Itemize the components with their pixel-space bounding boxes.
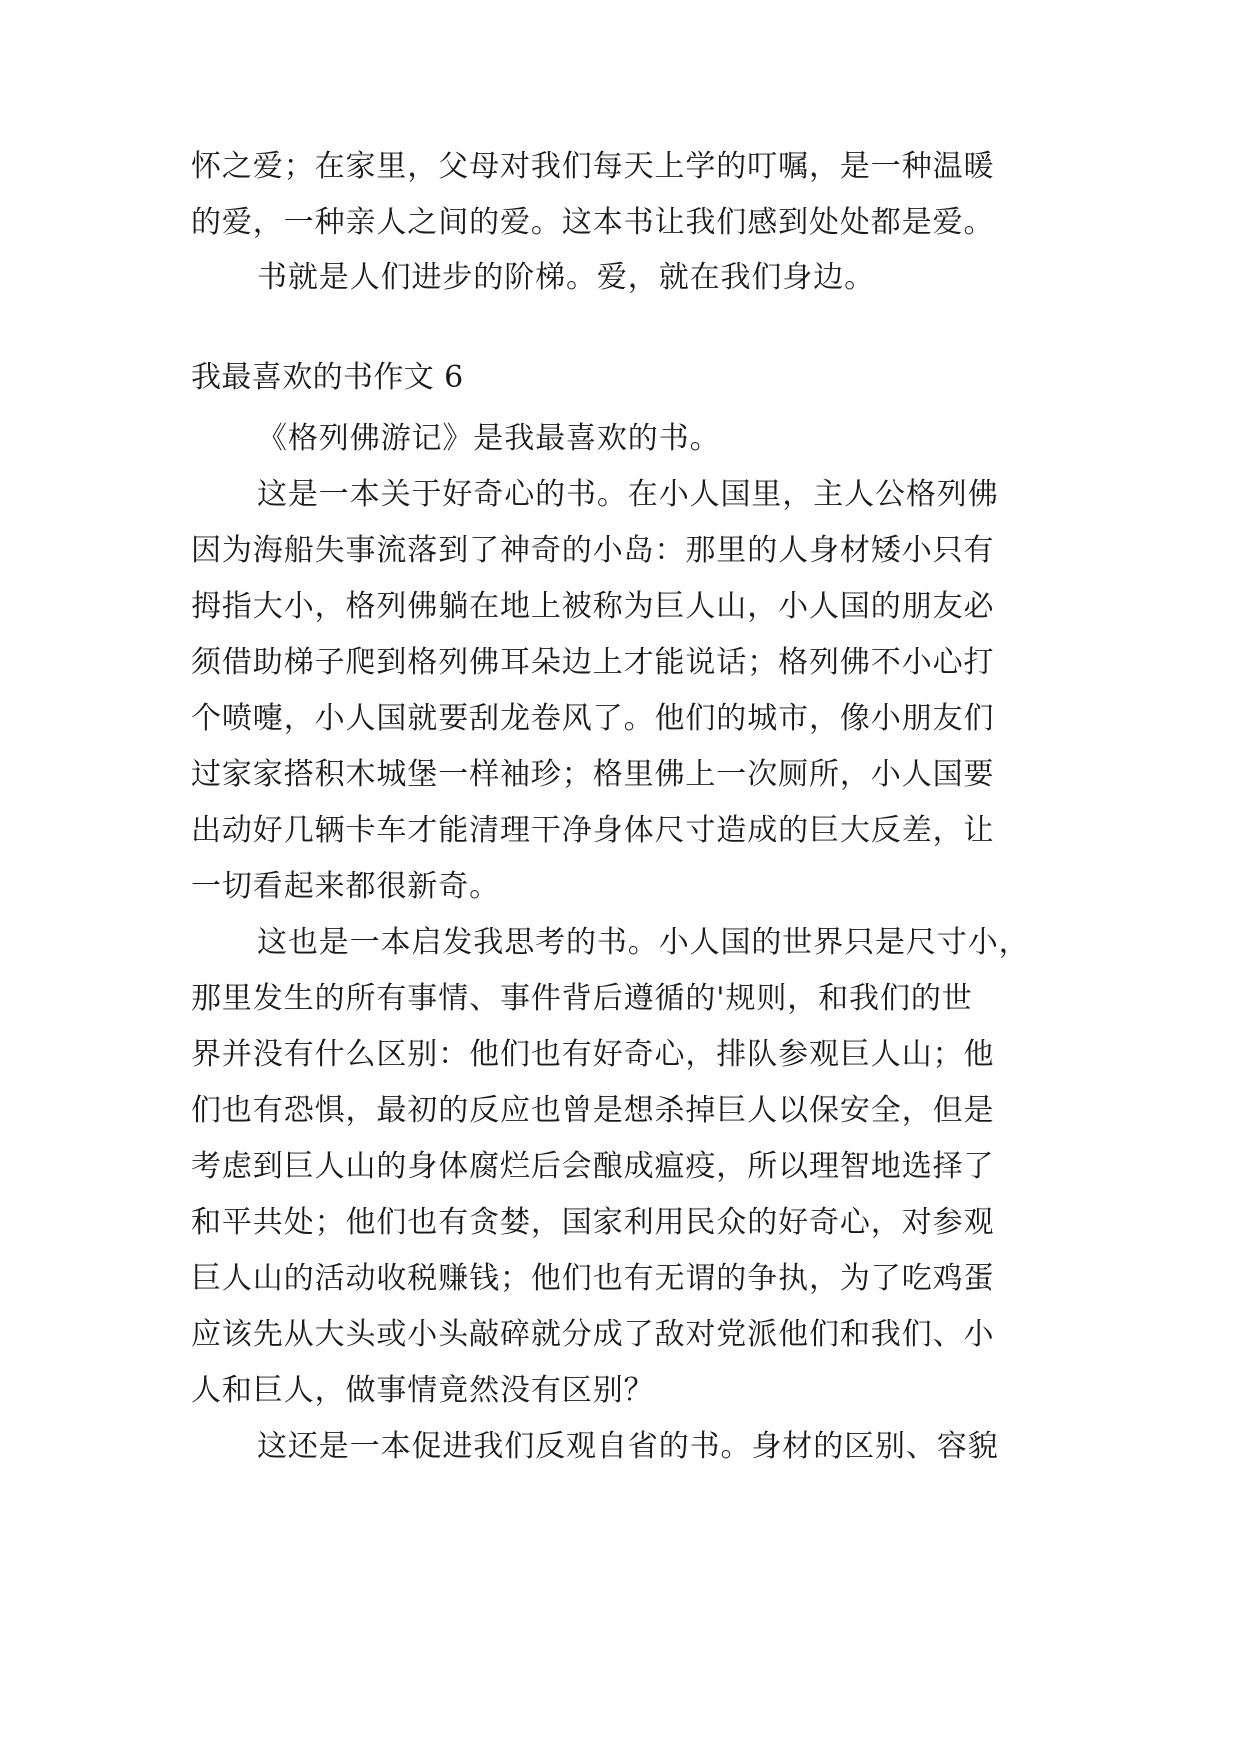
text-line: 须借助梯子爬到格列佛耳朵边上才能说话；格列佛不小心打 xyxy=(191,645,995,680)
text-line: 巨人山的活动收税赚钱；他们也有无谓的争执，为了吃鸡蛋 xyxy=(191,1261,995,1296)
text-line: 们也有恐惧，最初的反应也曾是想杀掉巨人以保安全，但是 xyxy=(191,1093,995,1128)
text-line: 那里发生的所有事情、事件背后遵循的'规则，和我们的世 xyxy=(191,981,973,1016)
text-line: 和平共处；他们也有贪婪，国家利用民众的好奇心，对参观 xyxy=(191,1205,995,1240)
text-line: 过家家搭积木城堡一样袖珍；格里佛上一次厕所，小人国要 xyxy=(191,757,995,792)
text-line: 界并没有什么区别：他们也有好奇心，排队参观巨人山；他 xyxy=(191,1037,995,1072)
text-line: 的爱，一种亲人之间的爱。这本书让我们感到处处都是爱。 xyxy=(191,205,995,240)
section-title: 我最喜欢的书作文 6 xyxy=(191,360,464,395)
text-line: 出动好几辆卡车才能清理干净身体尺寸造成的巨大反差，让 xyxy=(191,813,995,848)
text-line: 拇指大小，格列佛躺在地上被称为巨人山，小人国的朋友必 xyxy=(191,589,995,624)
text-line: 人和巨人，做事情竟然没有区别？ xyxy=(191,1373,655,1408)
text-line: 应该先从大头或小头敲碎就分成了敌对党派他们和我们、小 xyxy=(191,1317,995,1352)
text-line: 考虑到巨人山的身体腐烂后会酿成瘟疫，所以理智地选择了 xyxy=(191,1149,995,1184)
text-line: 这还是一本促进我们反观自省的书。身材的区别、容貌 xyxy=(257,1429,999,1464)
text-line: 怀之爱；在家里，父母对我们每天上学的叮嘱，是一种温暖 xyxy=(191,149,995,184)
text-line: 因为海船失事流落到了神奇的小岛：那里的人身材矮小只有 xyxy=(191,533,995,568)
text-line: 这是一本关于好奇心的书。在小人国里，主人公格列佛 xyxy=(257,477,999,512)
text-line: 《格列佛游记》是我最喜欢的书。 xyxy=(257,421,721,456)
text-line: 这也是一本启发我思考的书。小人国的世界只是尺寸小， xyxy=(257,925,1030,960)
text-line: 个喷嚏，小人国就要刮龙卷风了。他们的城市，像小朋友们 xyxy=(191,701,995,736)
text-line: 一切看起来都很新奇。 xyxy=(191,869,500,904)
text-line: 书就是人们进步的阶梯。爱，就在我们身边。 xyxy=(257,260,875,295)
